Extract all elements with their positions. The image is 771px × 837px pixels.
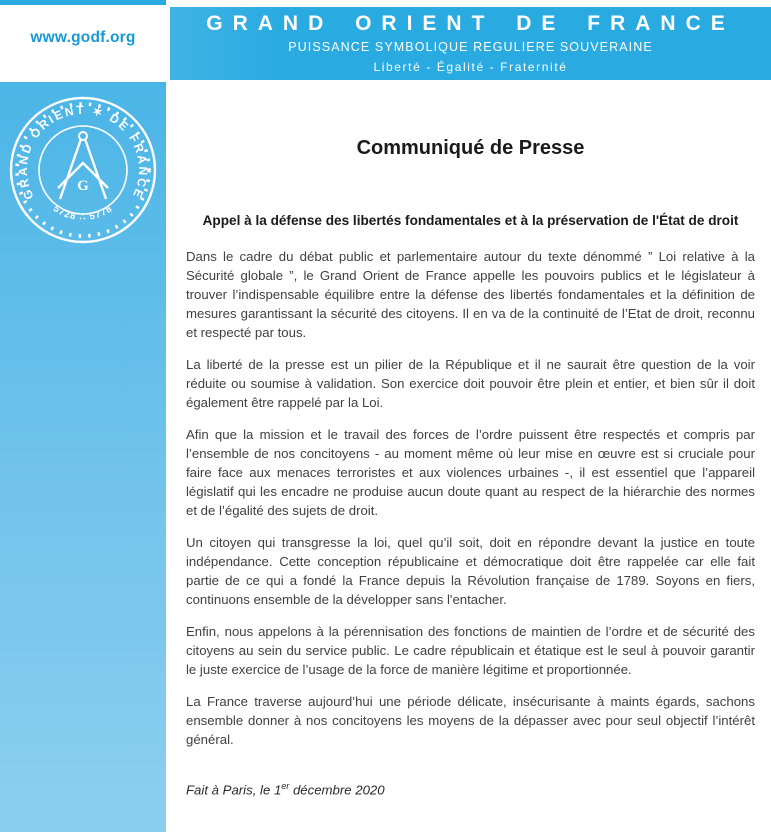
seal-center-letter: G — [77, 178, 89, 194]
svg-text:5728 ∴ 5778 — [51, 203, 115, 223]
site-url-box — [0, 5, 166, 80]
godf-seal-icon — [8, 95, 158, 245]
press-release-body — [172, 80, 771, 837]
paragraph-4: Un citoyen qui transgresse la loi, quel qu’il soit, doit en répondre devant la justice en toute indépendance. Cette conception républicaine et démocratique doit être rappelée car elle fait partie de ce qui a fondé la France depuis la Révolution française de 1789. Soyons en fiers, continuons ensemble de la développer sans l'entacher. — [186, 535, 755, 607]
paragraph-2: La liberté de la presse est un pilier de la République et il ne saurait être question de la voir réduite ou soumise à validation. Son exercice doit pouvoir être plein et entier, et bien sûr il doit également être rappelé par la Loi. — [186, 357, 755, 410]
paragraph-3: Afin que la mission et le travail des forces de l’ordre puissent être respectés et compris par l’ensemble de nos concitoyens - au moment même où leur mise en œuvre est si cruciale pour faire face aux menaces terroristes et aux violences urbaines -, il est essentiel que l’appareil législatif qui les encadre ne produise aucun doute quant au respect de la hiérarchie des normes et de l’égalité des sujets de droit. — [186, 427, 755, 518]
document-heading: Appel à la défense des libertés fondamentales et à la préservation de l'État de droit — [202, 213, 739, 228]
signoff-superscript: er — [281, 781, 290, 791]
paragraph-1: Dans le cadre du débat public et parlementaire autour du texte dénommé ” Loi relative à la Sécurité globale ”, le Grand Orient de France appelle les pouvoirs publics et le législateur à trouver l’indispensable équilibre entre la défense des libertés fondamentales et la définition de mesures garantissant la sécurité des citoyens. Il en va de la continuité de l’Etat de droit, reconnu et respecté par tous. — [186, 249, 755, 340]
seal-ring-text: GRAND ORIENT ✶ DE FRANCE — [15, 102, 151, 202]
paragraph-6: La France traverse aujourd’hui une période délicate, insécurisante à maints égards, sachons ensemble donner à nos concitoyens les moyens de la dépasser avec pour seul objectif l’intérêt général. — [186, 694, 755, 747]
org-name: GRAND ORIENT DE FRANCE — [206, 12, 735, 35]
page-title: Communiqué de Presse — [356, 137, 585, 159]
signoff-prefix: Fait à Paris, le 1 — [186, 782, 282, 798]
left-sidebar — [0, 82, 166, 832]
org-motto: Liberté - Égalité - Fraternité — [373, 60, 568, 74]
seal-dates: 5728 ∴ 5778 — [51, 203, 115, 223]
signoff-suffix: décembre 2020 — [289, 782, 385, 798]
org-subtitle: PUISSANCE SYMBOLIQUE REGULIERE SOUVERAINE — [288, 40, 653, 54]
signoff-date — [186, 781, 755, 797]
paragraph-5: Enfin, nous appelons à la pérennisation des fonctions de maintien de l’ordre et de sécurité des citoyens au sein du service public. Le cadre républicain et étatique est le seul à pouvoir garantir le juste exercice de l’usage de la force de manière légitime et proportionnée. — [186, 624, 755, 677]
site-url-link[interactable]: www.godf.org — [30, 28, 136, 46]
header-band — [170, 7, 771, 80]
